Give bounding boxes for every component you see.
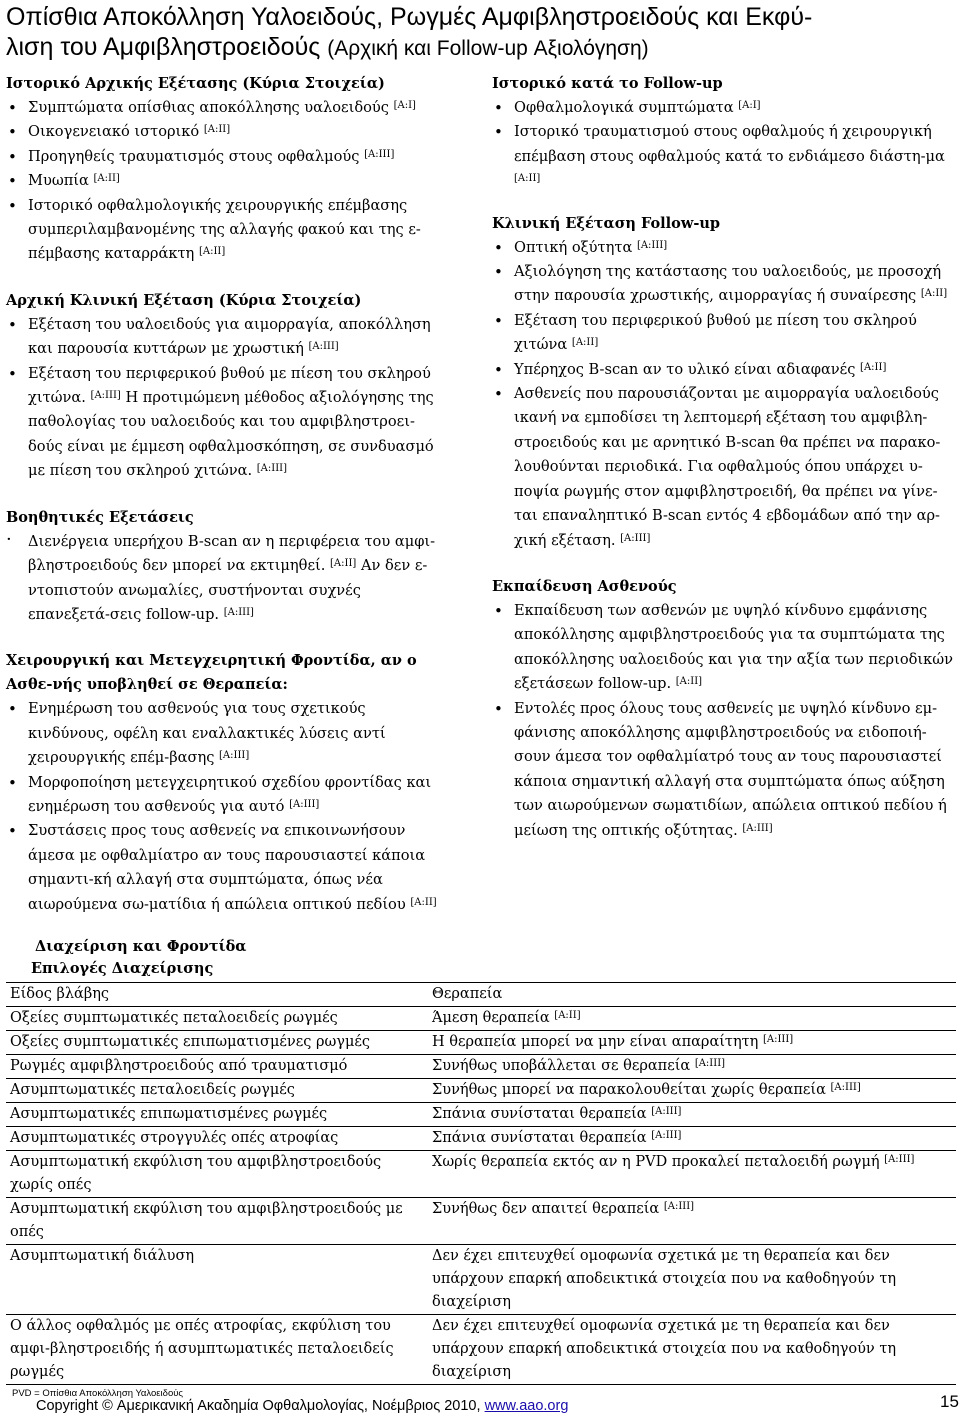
list-item: • Οπτική οξύτητα [A:III] (492, 236, 954, 260)
bullet-list (492, 236, 954, 553)
section-heading: Εκπαίδευση Ασθενούς (492, 577, 677, 595)
followup-exam-section (492, 212, 954, 553)
followup-history-section (492, 72, 954, 194)
list-item: • Προηγηθείς τραυματισμός στους οφθαλμούς [A:III] (6, 145, 446, 169)
table-cell: Οξείες συμπτωματικές επιπωματισμένες ρωγμές (6, 1031, 428, 1055)
table-cell: Δεν έχει επιτευχθεί ομοφωνία σχετικά με τη θεραπεία και δεν υπάρχουν επαρκή αποδεικτικά στοιχεία που να καθοδηγούν τη διαχείριση (428, 1245, 956, 1315)
table-row (6, 1007, 956, 1031)
page-number: 15 (940, 1392, 959, 1411)
section-heading: Ιστορικό κατά το Follow-up (492, 75, 723, 92)
table-row (6, 1151, 956, 1198)
section-heading: Ιστορικό Αρχικής Εξέτασης (Κύρια Στοιχεία) (6, 75, 385, 92)
auxiliary-tests-section (6, 506, 446, 628)
list-item: • Οφθαλμολογικά συμπτώματα [A:I] (492, 96, 954, 120)
table-cell: Σπάνια συνίσταται θεραπεία [A:III] (428, 1103, 956, 1127)
section-heading: Αρχική Κλινική Εξέταση (Κύρια Στοιχεία) (6, 291, 362, 309)
column-header: Θεραπεία (428, 983, 956, 1007)
table-cell: Ρωγμές αμφιβληστροειδούς από τραυματισμό (6, 1055, 428, 1079)
management-table (6, 982, 956, 1385)
table-cell: Ασυμπτωματικές πεταλοειδείς ρωγμές (6, 1079, 428, 1103)
management-heading: Διαχείριση και Φροντίδα (35, 938, 247, 955)
list-item: • Ασθενείς που παρουσιάζονται με αιμορραγία υαλοειδούς ικανή να εμποδίσει τη λεπτομερή εξέταση του αμφιβλη-στροειδούς και με αρνητικό B-scan θα πρέπει να παρακο-λουθούνται περιοδικά. Για οφθαλμούς όπου υπάρχει υ-ποψία ρωγμής στον αμφιβληστροειδή, θα πρέπει να γίνε-ται επαναληπτικό B-scan εντός 4 εβδομάδων από την αρ-χική εξέταση. [A:III] (492, 382, 954, 553)
table-cell: Οξείες συμπτωματικές πεταλοειδείς ρωγμές (6, 1007, 428, 1031)
table-footnote: PVD = Οπίσθια Αποκόλληση Υαλοειδούς (12, 1388, 183, 1399)
table-cell: Ασυμπτωματική διάλυση (6, 1245, 428, 1315)
bullet-list (492, 96, 954, 194)
page-subtitle: (Αρχική και Follow-up Αξιολόγηση) (327, 37, 649, 60)
management-subheading: Επιλογές Διαχείρισης (31, 960, 214, 977)
list-item: • Ιστορικό τραυματισμού στους οφθαλμούς ή χειρουργική επέμβαση στους οφθαλμούς κατά το ενδιάμεσο διάστη-μα [A:II] (492, 120, 954, 193)
bullet-list (6, 96, 446, 267)
table-row (6, 1315, 956, 1385)
section-heading: Χειρουργική και Μετεγχειρητική Φροντίδα, αν ο Ασθε-νής υποβληθεί σε Θεραπεία: (6, 652, 417, 694)
aao-link[interactable]: www.aao.org (484, 1398, 569, 1414)
list-item: • Συστάσεις προς τους ασθενείς να επικοινωνήσουν άμεσα με οφθαλμίατρο αν τους παρουσιαστεί κάποια σημαντι-κή αλλαγή στα συμπτώματα, όπως νέα αιωρούμενα σω-ματίδια ή απώλεια οπτικού πεδίου [A:II] (6, 819, 446, 917)
table-row (6, 1103, 956, 1127)
table-cell: Χωρίς θεραπεία εκτός αν η PVD προκαλεί πεταλοειδή ρωγμή [A:III] (428, 1151, 956, 1198)
bullet-list (6, 697, 446, 917)
table-cell: Δεν έχει επιτευχθεί ομοφωνία σχετικά με τη θεραπεία και δεν υπάρχουν επαρκή αποδεικτικά στοιχεία που να καθοδηγούν τη διαχείριση (428, 1315, 956, 1385)
list-item: • Υπέρηχος B-scan αν το υλικό είναι αδιαφανές [A:II] (492, 358, 954, 382)
left-column (6, 72, 446, 917)
management-section (6, 936, 956, 1399)
list-item: • Εντολές προς όλους τους ασθενείς με υψηλό κίνδυνο εμ-φάνισης αποκόλλησης αμφιβληστροειδούς να ειδοποιή-σουν άμεσα τον οφθαλμίατρό τους αν τους παρουσιαστεί κάποια σημαντική αλλαγή στα συμπτώματα όπως αύξηση των αιωρούμενων σωματιδίων, απώλεια οπτικού πεδίου ή μείωση της οπτικής οξύτητας. [A:III] (492, 697, 954, 843)
table-cell: Ασυμπτωματική εκφύλιση του αμφιβληστροειδούς με οπές (6, 1198, 428, 1245)
bullet-list (492, 599, 954, 843)
list-item: • Μορφοποίηση μετεγχειρητικού σχεδίου φροντίδας και ενημέρωση του ασθενούς για αυτό [A:III] (6, 771, 446, 820)
table-row (6, 1198, 956, 1245)
table-row (6, 1079, 956, 1103)
page-title: Οπίσθια Αποκόλληση Υαλοειδούς, Ρωγμές Αμφιβληστροειδούς και Εκφύ- λιση του Αμφιβληστροειδούς (Αρχική και Follow-up Αξιολόγηση) (6, 3, 813, 61)
table-cell: Ασυμπτωματικές στρογγυλές οπές ατροφίας (6, 1127, 428, 1151)
list-item: · Διενέργεια υπερήχου B-scan αν η περιφέρεια του αμφι-βληστροειδούς δεν μπορεί να εκτιμηθεί. [A:II] Αν δεν ε-ντοπιστούν ανωμαλίες, συστήνονται συχνές επανεξετά-σεις follow-up. [A:III] (6, 530, 446, 628)
table-cell: Συνήθως υποβάλλεται σε θεραπεία [A:III] (428, 1055, 956, 1079)
table-header-row (6, 983, 956, 1007)
table-cell: Σπάνια συνίσταται θεραπεία [A:III] (428, 1127, 956, 1151)
table-row (6, 1245, 956, 1315)
table-cell: Άμεση θεραπεία [A:II] (428, 1007, 956, 1031)
list-item: • Ενημέρωση του ασθενούς για τους σχετικούς κινδύνους, οφέλη και εναλλακτικές λύσεις αντί χειρουργικής επέμ-βασης [A:III] (6, 697, 446, 770)
initial-exam-section (6, 289, 446, 484)
list-item: • Εξέταση του περιφερικού βυθού με πίεση του σκληρού χιτώνα. [A:III] Η προτιμώμενη μέθοδος αξιολόγησης της παθολογίας του υαλοειδούς και του αμφιβληστροει-δούς είναι με έμμεση οφθαλμοσκόπηση, σε συνδυασμό με πίεση του σκληρού χιτώνα. [A:III] (6, 362, 446, 484)
table-cell: Η θεραπεία μπορεί να μην είναι απαραίτητη [A:III] (428, 1031, 956, 1055)
list-item: • Εκπαίδευση των ασθενών με υψηλό κίνδυνο εμφάνισης αποκόλλησης αμφιβληστροειδούς για τα συμπτώματα της αποκόλλησης υαλοειδούς και για την αξία των περιοδικών εξετάσεων follow-up. [A:II] (492, 599, 954, 697)
list-item: • Μυωπία [A:II] (6, 169, 446, 193)
table-row (6, 1031, 956, 1055)
list-item: • Εξέταση του υαλοειδούς για αιμορραγία, αποκόλληση και παρουσία κυττάρων με χρωστική [A:III] (6, 313, 446, 362)
initial-history-section (6, 72, 446, 267)
table-row (6, 1055, 956, 1079)
table-cell: Συνήθως δεν απαιτεί θεραπεία [A:III] (428, 1198, 956, 1245)
right-column (492, 72, 954, 843)
table-row (6, 1127, 956, 1151)
table-cell: Συνήθως μπορεί να παρακολουθείται χωρίς θεραπεία [A:III] (428, 1079, 956, 1103)
column-header: Είδος βλάβης (6, 983, 428, 1007)
bullet-list (6, 313, 446, 484)
section-heading: Κλινική Εξέταση Follow-up (492, 214, 721, 232)
list-item: • Οικογενειακό ιστορικό [A:II] (6, 120, 446, 144)
surgical-care-section (6, 649, 446, 917)
copyright-text: Copyright © Αμερικανική Ακαδημία Οφθαλμολογίας, Νοέμβριος 2010, www.aao.org (36, 1398, 569, 1414)
list-item: • Συμπτώματα οπίσθιας αποκόλλησης υαλοειδούς [A:I] (6, 96, 446, 120)
list-item: • Εξέταση του περιφερικού βυθού με πίεση του σκληρού χιτώνα [A:II] (492, 309, 954, 358)
table-cell: Ασυμπτωματικές επιπωματισμένες ρωγμές (6, 1103, 428, 1127)
section-heading: Βοηθητικές Εξετάσεις (6, 508, 194, 526)
bullet-list (6, 530, 446, 628)
table-cell: Ο άλλος οφθαλμός με οπές ατροφίας, εκφύλιση του αμφι-βληστροειδής ή ασυμπτωματικές πεταλοειδείς ρωγμές (6, 1315, 428, 1385)
patient-education-section (492, 575, 954, 843)
list-item: • Ιστορικό οφθαλμολογικής χειρουργικής επέμβασης συμπεριλαμβανομένης της αλλαγής φακού και της ε-πέμβασης καταρράκτη [A:II] (6, 194, 446, 267)
list-item: • Αξιολόγηση της κατάστασης του υαλοειδούς, με προσοχή στην παρουσία χρωστικής, αιμορραγίας ή συναίρεσης [A:II] (492, 260, 954, 309)
table-cell: Ασυμπτωματική εκφύλιση του αμφιβληστροειδούς χωρίς οπές (6, 1151, 428, 1198)
